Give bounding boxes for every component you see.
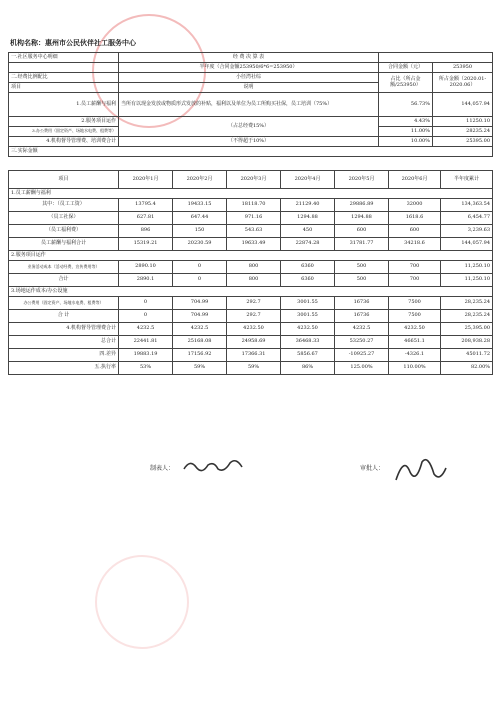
value-cell: 7500 (389, 297, 441, 310)
value-cell: 45011.72 (441, 349, 493, 362)
value-cell: 0 (119, 297, 173, 310)
table-row (9, 310, 493, 323)
row-label: （员工福利费） (9, 225, 119, 238)
value-cell: 36468.33 (281, 336, 335, 349)
value-cell: 6360 (281, 274, 335, 287)
value-cell: 59% (173, 362, 227, 375)
value-cell: 17156.92 (173, 349, 227, 362)
value-cell: 627.81 (119, 212, 173, 225)
value-cell: 2890.10 (119, 261, 173, 274)
value-cell: 6360 (281, 261, 335, 274)
budget-cell: 项目 (9, 83, 119, 93)
value-cell: 59% (227, 362, 281, 375)
value-cell: 22441.81 (119, 336, 173, 349)
row-label: 五.执行率 (9, 362, 119, 375)
budget-cell: 占比（所占金额/253950） (379, 73, 433, 93)
value-cell: 28,235.24 (441, 297, 493, 310)
value-cell: 53% (119, 362, 173, 375)
value-cell: 896 (119, 225, 173, 238)
table-row (9, 362, 493, 375)
value-cell: 110.00% (389, 362, 441, 375)
value-cell: 18118.70 (227, 199, 281, 212)
value-cell: 21129.40 (281, 199, 335, 212)
value-cell: 134,363.54 (441, 199, 493, 212)
budget-row (9, 73, 493, 83)
value-cell: 6,454.77 (441, 212, 493, 225)
row-label: 业务活动成本（活动经费，宣传费用等） (9, 261, 119, 274)
value-cell: 125.00% (335, 362, 389, 375)
value-cell: 1294.88 (281, 212, 335, 225)
value-cell: 4232.5 (119, 323, 173, 336)
table-row (9, 349, 493, 362)
value-cell: 11,250.10 (441, 274, 493, 287)
value-cell: 22874.28 (281, 238, 335, 251)
header-cell: 2020年3月 (227, 171, 281, 189)
budget-row (9, 147, 493, 157)
value-cell: 82.00% (441, 362, 493, 375)
budget-cell: 二.经费比例配比 (9, 73, 119, 83)
value-cell: 34218.6 (389, 238, 441, 251)
table-row (9, 261, 493, 274)
organization-name: 机构名称：惠州市公民伙伴社工服务中心 (10, 38, 136, 47)
value-cell: 971.16 (227, 212, 281, 225)
value-cell: 700 (389, 261, 441, 274)
budget-cell: 28235.24 (433, 127, 493, 137)
budget-cell (379, 53, 493, 63)
value-cell: 13795.4 (119, 199, 173, 212)
value-cell: 500 (335, 274, 389, 287)
value-cell: 25,395.00 (441, 323, 493, 336)
header-cell: 2020年1月 (119, 171, 173, 189)
header-cell: 项目 (9, 171, 119, 189)
approver-signature (392, 452, 452, 486)
value-cell: 15319.21 (119, 238, 173, 251)
table-row (9, 297, 493, 310)
header-cell: 2020年6月 (389, 171, 441, 189)
value-cell: 16736 (335, 297, 389, 310)
section-title: 3.场地运作成本/办公设施 (9, 287, 493, 297)
value-cell: 1294.88 (335, 212, 389, 225)
value-cell: 0 (173, 274, 227, 287)
section-row (9, 287, 493, 297)
value-cell: 11,250.10 (441, 261, 493, 274)
value-cell: 4232.50 (281, 323, 335, 336)
table-row (9, 238, 493, 251)
budget-cell (9, 63, 119, 73)
section-row (9, 251, 493, 261)
value-cell: 450 (281, 225, 335, 238)
budget-row (9, 53, 493, 63)
value-cell: 20230.59 (173, 238, 227, 251)
table-row (9, 199, 493, 212)
budget-cell: 144,057.94 (433, 93, 493, 117)
row-label: 合 计 (9, 310, 119, 323)
value-cell: 500 (335, 261, 389, 274)
value-cell: 700 (389, 274, 441, 287)
budget-row (9, 93, 493, 117)
row-label: 员工薪酬与福利合计 (9, 238, 119, 251)
table-row (9, 212, 493, 225)
preparer-signature (180, 455, 250, 477)
value-cell: 86% (281, 362, 335, 375)
actual-table (8, 170, 493, 375)
row-label: 合计 (9, 274, 119, 287)
value-cell: 16736 (335, 310, 389, 323)
value-cell: 0 (119, 310, 173, 323)
budget-cell: 11250.10 (433, 117, 493, 127)
section-title: 2.服务项目运作 (9, 251, 493, 261)
value-cell: 24958.69 (227, 336, 281, 349)
value-cell: 647.44 (173, 212, 227, 225)
row-label: 总合计 (9, 336, 119, 349)
value-cell: 3001.55 (281, 310, 335, 323)
value-cell: 600 (335, 225, 389, 238)
approver-label: 审批人： (360, 465, 385, 472)
budget-cell: 10.00% (379, 137, 433, 147)
table-row (9, 274, 493, 287)
table-row (9, 225, 493, 238)
section-title: 1.员工薪酬与福利 (9, 189, 493, 199)
value-cell: 292.7 (227, 297, 281, 310)
budget-cell: 半年度（合同金额253950/6*6=253950） (119, 63, 379, 73)
budget-cell: 4.43% (379, 117, 433, 127)
header-cell: 半年度累计 (441, 171, 493, 189)
section-title: 三.实际金额 (9, 147, 493, 157)
value-cell: 53250.27 (335, 336, 389, 349)
value-cell: 4232.50 (227, 323, 281, 336)
budget-table (8, 52, 493, 157)
value-cell: 800 (227, 274, 281, 287)
value-cell: 31781.77 (335, 238, 389, 251)
budget-cell: 说明 (119, 83, 379, 93)
header-cell: 2020年5月 (335, 171, 389, 189)
value-cell: 19633.49 (227, 238, 281, 251)
budget-cell: 25395.00 (433, 137, 493, 147)
value-cell: 5856.67 (281, 349, 335, 362)
value-cell: -4326.1 (389, 349, 441, 362)
budget-cell: 合同金额（元） (379, 63, 433, 73)
value-cell: 600 (389, 225, 441, 238)
budget-row (9, 117, 493, 127)
value-cell: 704.99 (173, 310, 227, 323)
value-cell: 28,235.24 (441, 310, 493, 323)
budget-cell: 小径湾社综 (119, 73, 379, 83)
value-cell: 4232.5 (173, 323, 227, 336)
preparer-label: 制表人： (150, 465, 175, 472)
row-label: 四.差异 (9, 349, 119, 362)
value-cell: 46651.1 (389, 336, 441, 349)
row-label: 办公费用（固定资产、场地水电费、租费等） (9, 297, 119, 310)
budget-cell: 4.机构督导管理费、培训费合计 (9, 137, 119, 147)
official-seal-faint (95, 555, 189, 649)
section-row (9, 189, 493, 199)
budget-cell: 253950 (433, 63, 493, 73)
value-cell: 0 (173, 261, 227, 274)
row-label: 其中：（员工工资） (9, 199, 119, 212)
value-cell: 3001.55 (281, 297, 335, 310)
budget-cell: 一.社区服务中心明细 (9, 53, 119, 63)
value-cell: 704.99 (173, 297, 227, 310)
budget-cell: （不得超于10%） (119, 137, 379, 147)
value-cell: 1618.6 (389, 212, 441, 225)
table-row (9, 323, 493, 336)
value-cell: 19433.15 (173, 199, 227, 212)
budget-cell: （占总经费15%） (119, 117, 379, 137)
budget-cell: 当所有以现金发放或物质形式发放的补贴，福利以及单位为员工所购买社保，员工培训（75%） (119, 93, 379, 117)
budget-cell: 2.服务项目运作 (9, 117, 119, 127)
value-cell: 2890.1 (119, 274, 173, 287)
table-row (9, 336, 493, 349)
header-cell: 2020年2月 (173, 171, 227, 189)
budget-cell: 3.办公费用（固定资产、场地水电费、租费等） (9, 127, 119, 137)
budget-cell: 11.00% (379, 127, 433, 137)
value-cell: 29886.89 (335, 199, 389, 212)
value-cell: 150 (173, 225, 227, 238)
budget-row (9, 137, 493, 147)
value-cell: 3,239.63 (441, 225, 493, 238)
budget-cell: 1.员工薪酬与福利 (9, 93, 119, 117)
row-label: （员工社保） (9, 212, 119, 225)
value-cell: 292.7 (227, 310, 281, 323)
row-label: 4.机构督导管理费合计 (9, 323, 119, 336)
value-cell: 543.63 (227, 225, 281, 238)
value-cell: 4232.5 (335, 323, 389, 336)
value-cell: 144,057.94 (441, 238, 493, 251)
header-row (9, 171, 493, 189)
header-cell: 2020年4月 (281, 171, 335, 189)
budget-title: 经 费 决 算 表 (119, 53, 379, 63)
value-cell: -10925.27 (335, 349, 389, 362)
value-cell: 800 (227, 261, 281, 274)
value-cell: 7500 (389, 310, 441, 323)
value-cell: 32000 (389, 199, 441, 212)
budget-cell: 56.73% (379, 93, 433, 117)
value-cell: 4232.50 (389, 323, 441, 336)
value-cell: 208,938.28 (441, 336, 493, 349)
value-cell: 25168.08 (173, 336, 227, 349)
value-cell: 19883.19 (119, 349, 173, 362)
value-cell: 17366.31 (227, 349, 281, 362)
budget-row (9, 63, 493, 73)
budget-cell: 所占金额（2020.01-2020.06） (433, 73, 493, 93)
